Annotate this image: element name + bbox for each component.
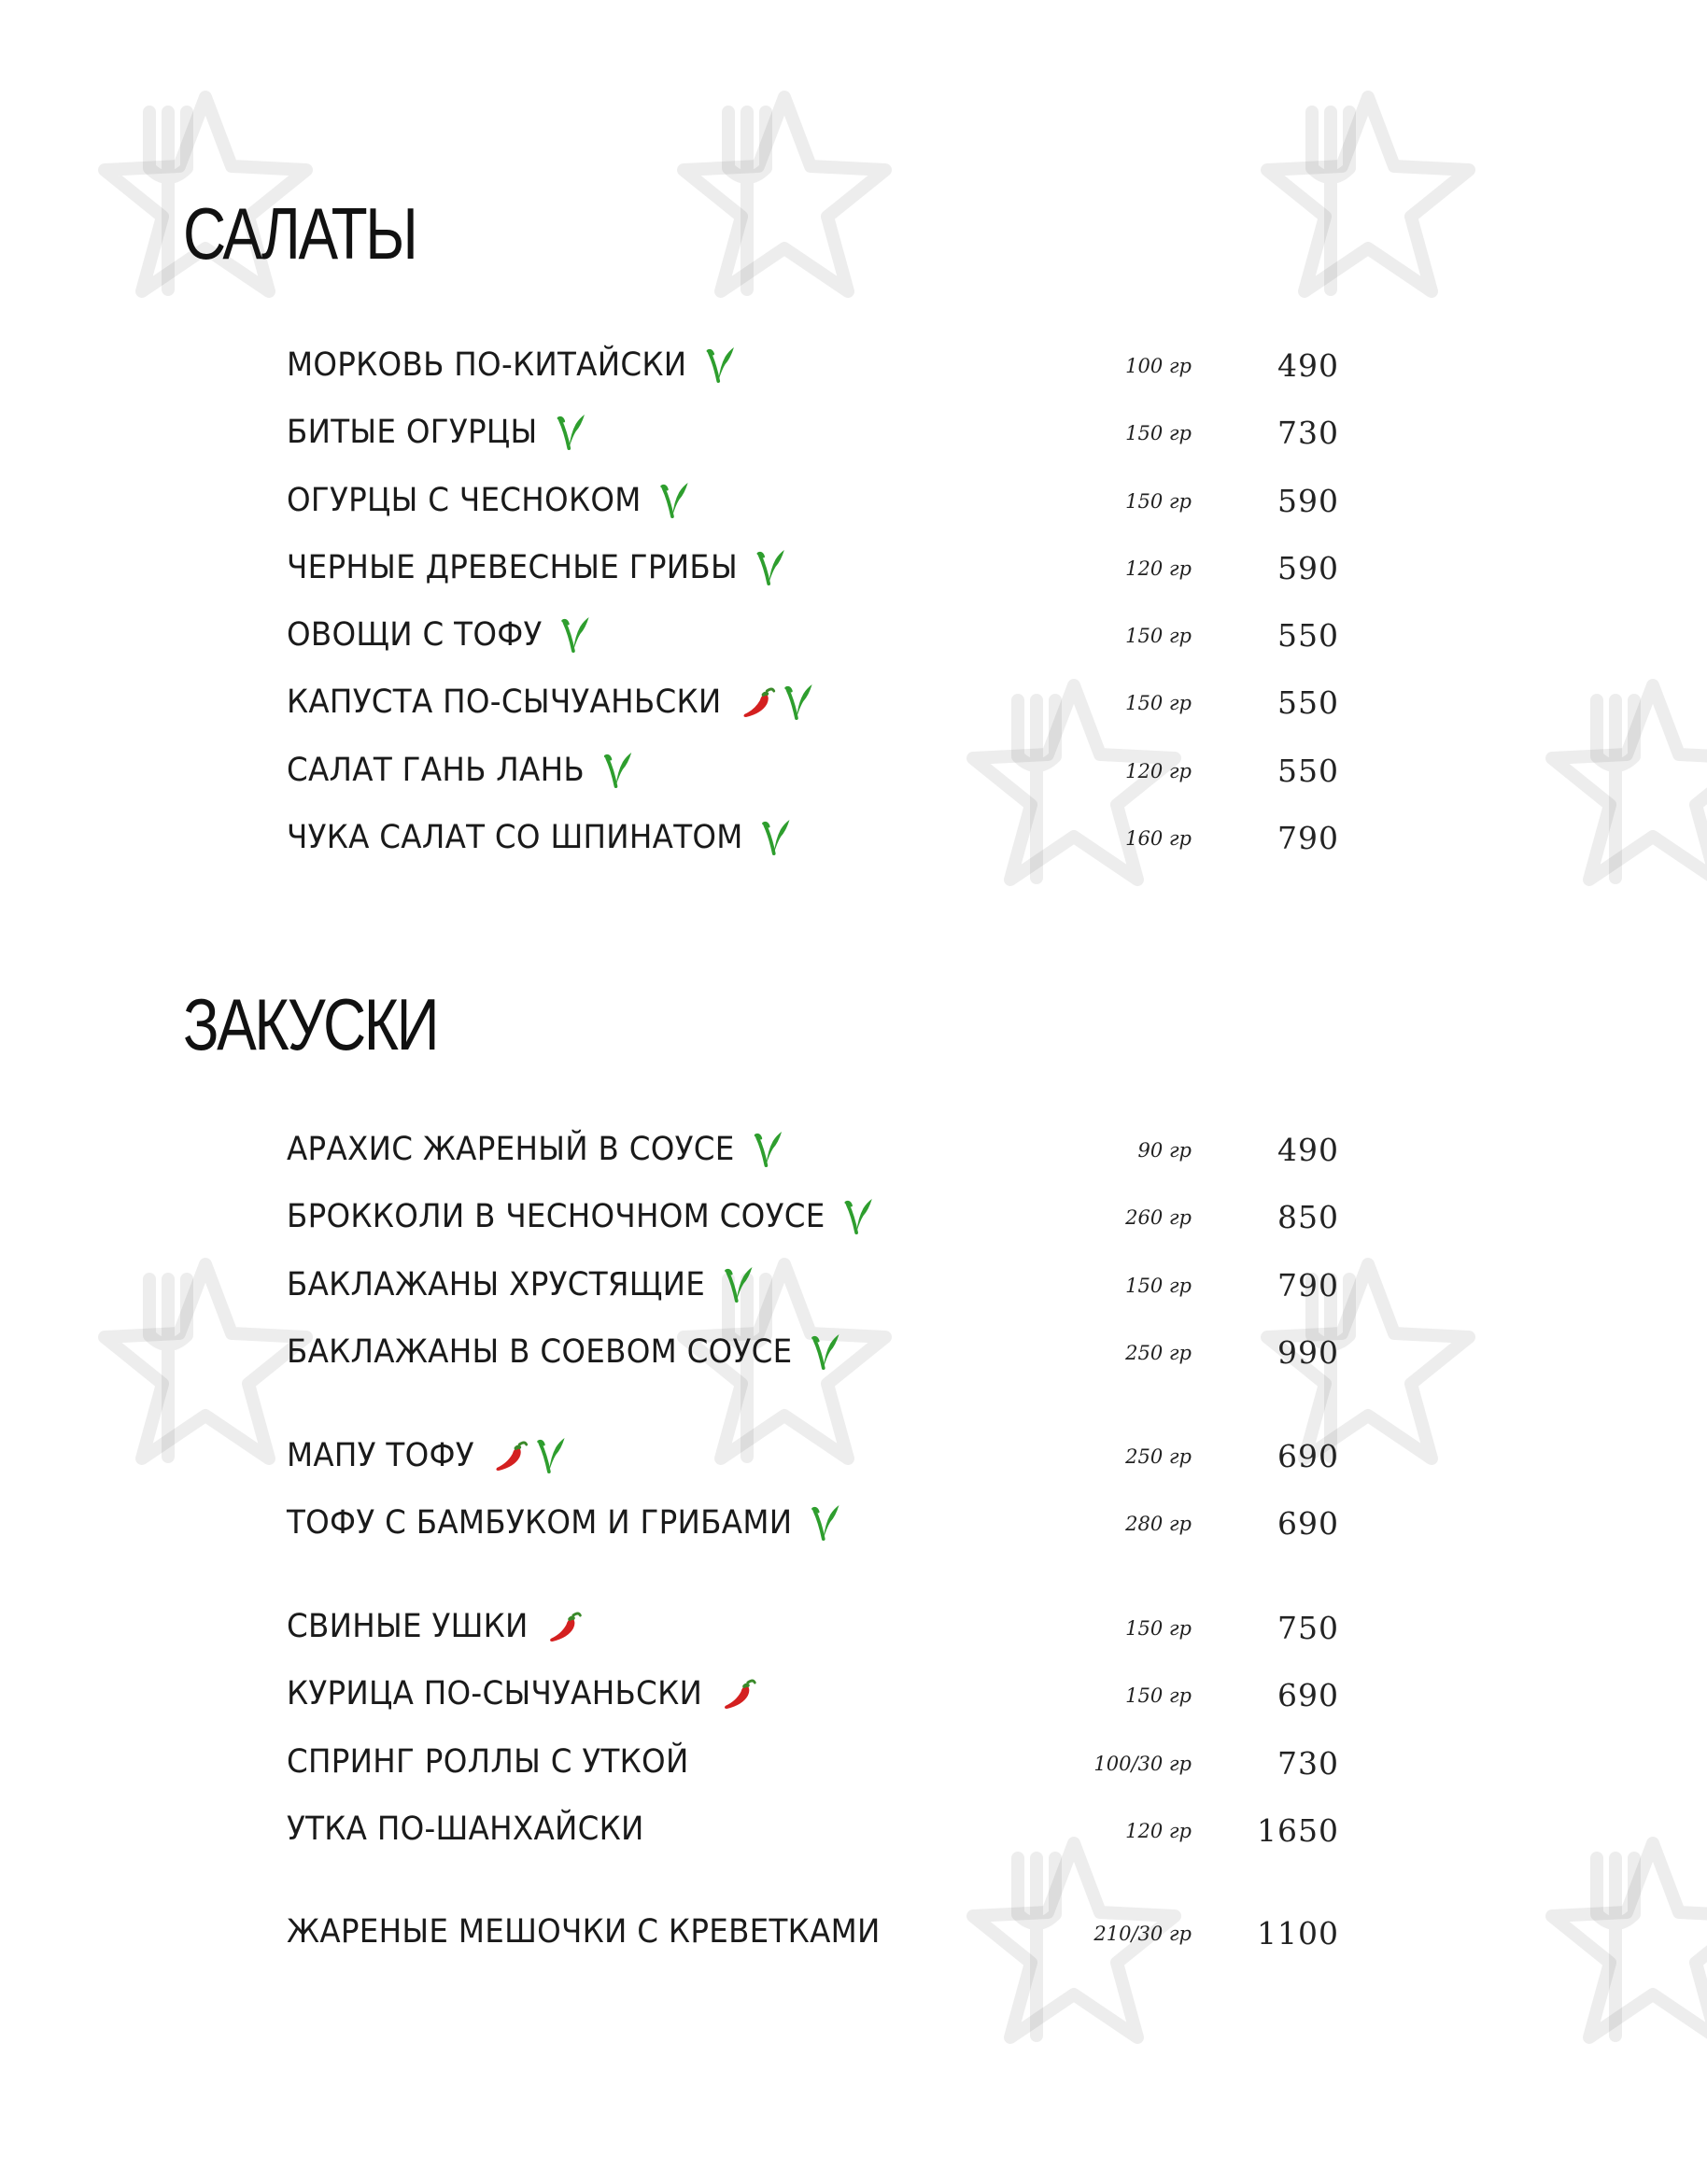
menu-item-row bbox=[0, 1736, 1707, 1792]
menu-item-weight: 150 гр bbox=[1125, 1684, 1192, 1707]
menu-item-row bbox=[0, 1122, 1707, 1178]
menu-item-price: 850 bbox=[1277, 1199, 1339, 1235]
menu-item-row bbox=[0, 1600, 1707, 1656]
menu-item-icons bbox=[741, 683, 813, 722]
menu-item-price: 1650 bbox=[1257, 1812, 1339, 1849]
menu-item-name bbox=[287, 481, 690, 520]
menu-item-icons bbox=[725, 1265, 755, 1304]
menu-item-weight: 150 гр bbox=[1125, 692, 1192, 714]
menu-item-name bbox=[287, 413, 586, 452]
menu-item-name-text: ТОФУ С БАМБУКОМ И ГРИБАМИ bbox=[287, 1504, 793, 1542]
menu-item-price: 690 bbox=[1277, 1677, 1339, 1713]
section-title-appetizers: ЗАКУСКИ bbox=[183, 983, 438, 1065]
menu-item-row bbox=[0, 473, 1707, 529]
menu-item-weight: 150 гр bbox=[1125, 1617, 1192, 1640]
vegan-leaf-icon bbox=[811, 1503, 841, 1543]
menu-item-price: 550 bbox=[1277, 684, 1339, 721]
menu-item-name bbox=[287, 1675, 756, 1712]
menu-item-price: 550 bbox=[1277, 617, 1339, 654]
menu-item-price: 790 bbox=[1277, 1267, 1339, 1303]
menu-item-price: 690 bbox=[1277, 1438, 1339, 1474]
menu-item-name-text: АРАХИС ЖАРЕНЫЙ В СОУСЕ bbox=[287, 1131, 735, 1168]
menu-item-weight: 120 гр bbox=[1125, 760, 1192, 782]
menu-item-icons bbox=[493, 1436, 566, 1475]
menu-item-price: 590 bbox=[1277, 550, 1339, 586]
menu-item-name-text: МОРКОВЬ ПО-КИТАЙСКИ bbox=[287, 346, 687, 384]
menu-item-row bbox=[0, 1803, 1707, 1859]
menu-item-name bbox=[287, 1743, 689, 1781]
menu-item-row bbox=[0, 675, 1707, 731]
menu-item-weight: 150 гр bbox=[1125, 422, 1192, 444]
menu-item-icons bbox=[603, 751, 633, 790]
menu-item-row bbox=[0, 1429, 1707, 1485]
menu-item-name bbox=[287, 548, 786, 587]
menu-item-icons bbox=[811, 1503, 841, 1543]
menu-item-price: 790 bbox=[1277, 820, 1339, 856]
menu-item-name-text: ЖАРЕНЫЕ МЕШОЧКИ С КРЕВЕТКАМИ bbox=[287, 1913, 881, 1951]
menu-item-weight: 120 гр bbox=[1125, 1820, 1192, 1842]
menu-item-name bbox=[287, 1436, 566, 1475]
menu-item-weight: 250 гр bbox=[1125, 1342, 1192, 1364]
menu-item-name bbox=[287, 1503, 840, 1543]
vegan-leaf-icon bbox=[706, 345, 736, 385]
chili-pepper-icon bbox=[547, 1610, 582, 1643]
menu-item-name-text: ЧУКА САЛАТ СО ШПИНАТОМ bbox=[287, 819, 743, 856]
menu-item-weight: 90 гр bbox=[1137, 1139, 1192, 1162]
chili-pepper-icon bbox=[741, 685, 775, 719]
menu-item-name bbox=[287, 818, 792, 857]
menu-item-row bbox=[0, 405, 1707, 461]
menu-item-name bbox=[287, 751, 633, 790]
menu-item-price: 750 bbox=[1277, 1610, 1339, 1646]
menu-item-name bbox=[287, 1332, 841, 1372]
menu-item-row bbox=[0, 1906, 1707, 1962]
menu-item-price: 730 bbox=[1277, 1745, 1339, 1782]
menu-item-row bbox=[0, 608, 1707, 664]
vegan-leaf-icon bbox=[725, 1265, 755, 1304]
menu-item-row bbox=[0, 1668, 1707, 1724]
vegan-leaf-icon bbox=[811, 1332, 841, 1372]
chili-pepper-icon bbox=[722, 1677, 756, 1711]
menu-item-name-text: БАКЛАЖАНЫ ХРУСТЯЩИЕ bbox=[287, 1266, 706, 1303]
vegan-leaf-icon bbox=[754, 1130, 783, 1169]
menu-item-price: 990 bbox=[1277, 1334, 1339, 1371]
menu-item-name-text: ОВОЩИ С ТОФУ bbox=[287, 616, 543, 654]
menu-item-name-text: БРОККОЛИ В ЧЕСНОЧНОМ СОУСЕ bbox=[287, 1198, 825, 1235]
menu-item-name bbox=[287, 683, 813, 722]
menu-item-weight: 250 гр bbox=[1125, 1445, 1192, 1468]
menu-item-row bbox=[0, 743, 1707, 799]
menu-item-icons bbox=[754, 1130, 783, 1169]
menu-item-name-text: ОГУРЦЫ С ЧЕСНОКОМ bbox=[287, 482, 642, 519]
menu-item-price: 490 bbox=[1277, 1132, 1339, 1168]
menu-item-price: 550 bbox=[1277, 753, 1339, 789]
vegan-leaf-icon bbox=[660, 481, 690, 520]
menu-item-name-text: КУРИЦА ПО-СЫЧУАНЬСКИ bbox=[287, 1675, 703, 1712]
menu-item-name-text: БАКЛАЖАНЫ В СОЕВОМ СОУСЕ bbox=[287, 1333, 793, 1371]
menu-item-icons bbox=[561, 615, 591, 655]
menu-item-row bbox=[0, 810, 1707, 867]
menu-item-weight: 260 гр bbox=[1125, 1206, 1192, 1229]
menu-item-icons bbox=[762, 818, 792, 857]
menu-item-name-text: ЧЕРНЫЕ ДРЕВЕСНЫЕ ГРИБЫ bbox=[287, 549, 739, 586]
menu-item-name bbox=[287, 1608, 582, 1645]
chili-pepper-icon bbox=[493, 1439, 528, 1472]
vegan-leaf-icon bbox=[537, 1436, 567, 1475]
vegan-leaf-icon bbox=[783, 683, 813, 722]
menu-item-row bbox=[0, 338, 1707, 394]
menu-item-row bbox=[0, 1190, 1707, 1246]
menu-item-name-text: КАПУСТА ПО-СЫЧУАНЬСКИ bbox=[287, 683, 722, 721]
vegan-leaf-icon bbox=[756, 548, 786, 587]
menu-item-weight: 100/30 гр bbox=[1093, 1753, 1192, 1775]
menu-item-row bbox=[0, 1325, 1707, 1381]
menu-item-price: 590 bbox=[1277, 483, 1339, 519]
menu-item-icons bbox=[756, 548, 786, 587]
vegan-leaf-icon bbox=[561, 615, 591, 655]
section-title-salads: САЛАТЫ bbox=[183, 192, 416, 275]
menu-item-row bbox=[0, 1258, 1707, 1314]
menu-item-weight: 210/30 гр bbox=[1093, 1923, 1192, 1945]
menu-item-name bbox=[287, 1913, 881, 1951]
menu-item-name bbox=[287, 345, 735, 385]
menu-item-icons bbox=[811, 1332, 841, 1372]
menu-item-price: 490 bbox=[1277, 347, 1339, 384]
menu-item-name bbox=[287, 615, 591, 655]
menu-item-price: 730 bbox=[1277, 415, 1339, 451]
menu-item-name-text: МАПУ ТОФУ bbox=[287, 1437, 474, 1474]
menu-item-icons bbox=[557, 413, 586, 452]
menu-item-name-text: СПРИНГ РОЛЛЫ С УТКОЙ bbox=[287, 1743, 689, 1781]
menu-item-icons bbox=[844, 1197, 874, 1236]
menu-item-name-text: УТКА ПО-ШАНХАЙСКИ bbox=[287, 1811, 644, 1848]
menu-item-icons bbox=[722, 1677, 756, 1711]
vegan-leaf-icon bbox=[762, 818, 792, 857]
menu-item-name bbox=[287, 1265, 754, 1304]
menu-item-icons bbox=[706, 345, 736, 385]
menu-item-name-text: СВИНЫЕ УШКИ bbox=[287, 1608, 529, 1645]
menu-item-name bbox=[287, 1130, 783, 1169]
menu-item-weight: 120 гр bbox=[1125, 557, 1192, 580]
menu-item-weight: 150 гр bbox=[1125, 490, 1192, 513]
menu-item-name-text: БИТЫЕ ОГУРЦЫ bbox=[287, 414, 538, 451]
menu-item-weight: 160 гр bbox=[1125, 827, 1192, 850]
menu-item-weight: 150 гр bbox=[1125, 1275, 1192, 1297]
menu-item-name-text: САЛАТ ГАНЬ ЛАНЬ bbox=[287, 752, 585, 789]
vegan-leaf-icon bbox=[603, 751, 633, 790]
menu-item-icons bbox=[660, 481, 690, 520]
menu-item-icons bbox=[547, 1610, 582, 1643]
menu-item-name bbox=[287, 1197, 874, 1236]
menu-item-price: 1100 bbox=[1257, 1915, 1339, 1952]
menu-item-row bbox=[0, 541, 1707, 597]
menu-item-row bbox=[0, 1496, 1707, 1552]
menu-item-price: 690 bbox=[1277, 1505, 1339, 1542]
menu-item-name bbox=[287, 1811, 644, 1848]
vegan-leaf-icon bbox=[557, 413, 586, 452]
menu-item-weight: 150 гр bbox=[1125, 625, 1192, 647]
menu-item-weight: 280 гр bbox=[1125, 1513, 1192, 1535]
menu-item-weight: 100 гр bbox=[1125, 355, 1192, 377]
vegan-leaf-icon bbox=[844, 1197, 874, 1236]
